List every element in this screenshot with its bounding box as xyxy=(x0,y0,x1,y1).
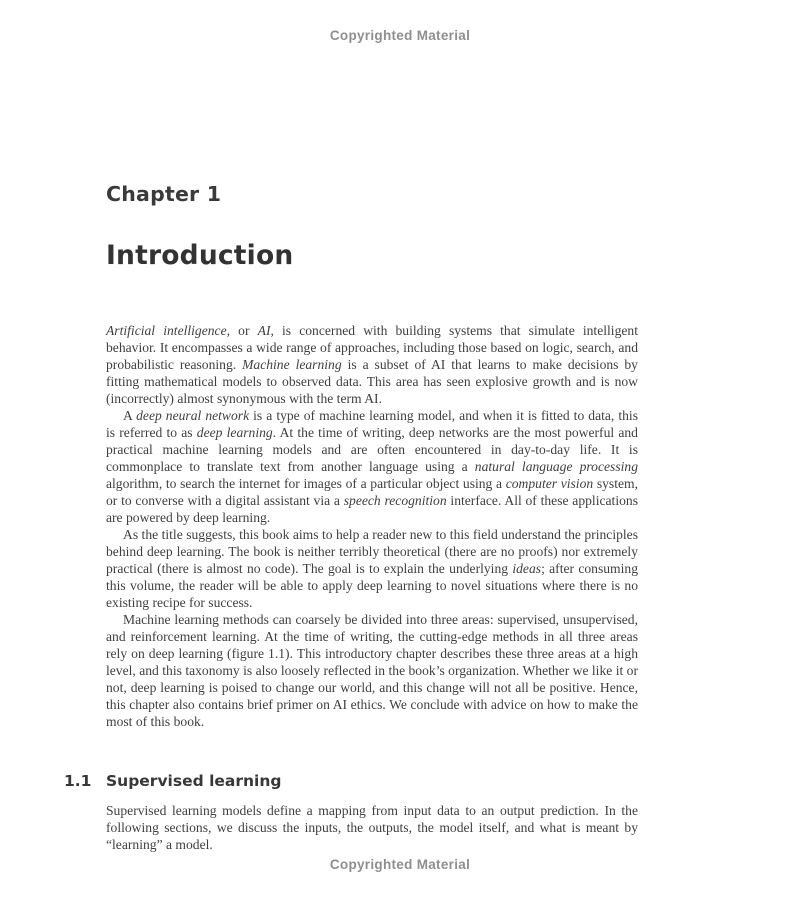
chapter-title: Introduction xyxy=(106,240,294,271)
paragraph-book-aims xyxy=(106,526,638,611)
section-number: 1.1 xyxy=(64,772,92,790)
copyright-watermark-top: Copyrighted Material xyxy=(329,28,471,43)
italic-term: speech recognition xyxy=(343,493,447,508)
text-run: is a type of machine learning model, and when it is fitted to data, this is referred to as xyxy=(106,408,639,440)
italic-term: ideas xyxy=(512,561,542,576)
text-run: , or xyxy=(226,323,258,338)
text-run: is a subset of AI that learns to make decisions by fitting mathematical models to observed data. This area has seen explosive growth and is now (incorrectly) almost synonymous with the term AI. xyxy=(106,357,638,406)
italic-term: deep learning xyxy=(196,425,273,440)
text-run: A xyxy=(123,408,137,423)
paragraph-intro-ai xyxy=(106,322,638,407)
italic-term: computer vision xyxy=(505,476,594,491)
text-run: Machine learning methods can coarsely be divided into three areas: supervised, unsupervised, and reinforcement learning. At the time of writing, the cutting-edge methods in all three areas rely on deep learning (figure 1.1). This introductory chapter describes these three areas at a high level, and this taxonomy is also loosely reflected in the book’s organization. Whether we like it or not, deep learning is poised to change our world, and this change will not all be positive. Hence, this chapter also contains brief primer on AI ethics. We conclude with advice on how to make the most of this book. xyxy=(106,612,638,729)
body-paragraphs xyxy=(106,322,638,730)
copyright-watermark-bottom: Copyrighted Material xyxy=(329,857,471,872)
italic-term: AI xyxy=(257,323,271,338)
paragraph-deep-networks xyxy=(106,407,638,526)
italic-term: Artificial intelligence xyxy=(106,323,227,338)
italic-term: natural language processing xyxy=(474,459,638,474)
text-run: . At the time of writing, deep networks are the most powerful and practical machine learning models and are often encountered in day-to-day life. It is commonplace to translate text from another language using a xyxy=(106,425,638,474)
chapter-label: Chapter 1 xyxy=(106,182,222,206)
text-run: algorithm, to search the internet for images of a particular object using a xyxy=(106,476,506,491)
text-run: , is concerned with building systems that simulate intelligent behavior. It encompasses a wide range of approaches, including those based on logic, search, and probabilistic reasoning. xyxy=(106,323,638,372)
section-title: Supervised learning xyxy=(106,772,282,790)
italic-term: Machine learning xyxy=(242,357,342,372)
text-run: Supervised learning models define a mapping from input data to an output prediction. In the following sections, we discuss the inputs, the outputs, the model itself, and what is meant by “learning” a model. xyxy=(106,803,638,852)
paragraph-supervised-learning xyxy=(106,802,638,853)
text-run: interface. All of these applications are powered by deep learning. xyxy=(106,493,638,525)
italic-term: deep neural network xyxy=(136,408,250,423)
paragraph-three-areas xyxy=(106,611,638,730)
text-run: As the title suggests, this book aims to help a reader new to this field understand the principles behind deep learning. The book is neither terribly theoretical (there are no proofs) nor extremely practical (there is almost no code). The goal is to explain the underlying xyxy=(106,527,638,576)
section-heading xyxy=(64,772,282,790)
text-run: system, or to converse with a digital assistant via a xyxy=(106,476,639,508)
text-run: ; after consuming this volume, the reader will be able to apply deep learning to novel situations where there is no existing recipe for success. xyxy=(106,561,638,610)
